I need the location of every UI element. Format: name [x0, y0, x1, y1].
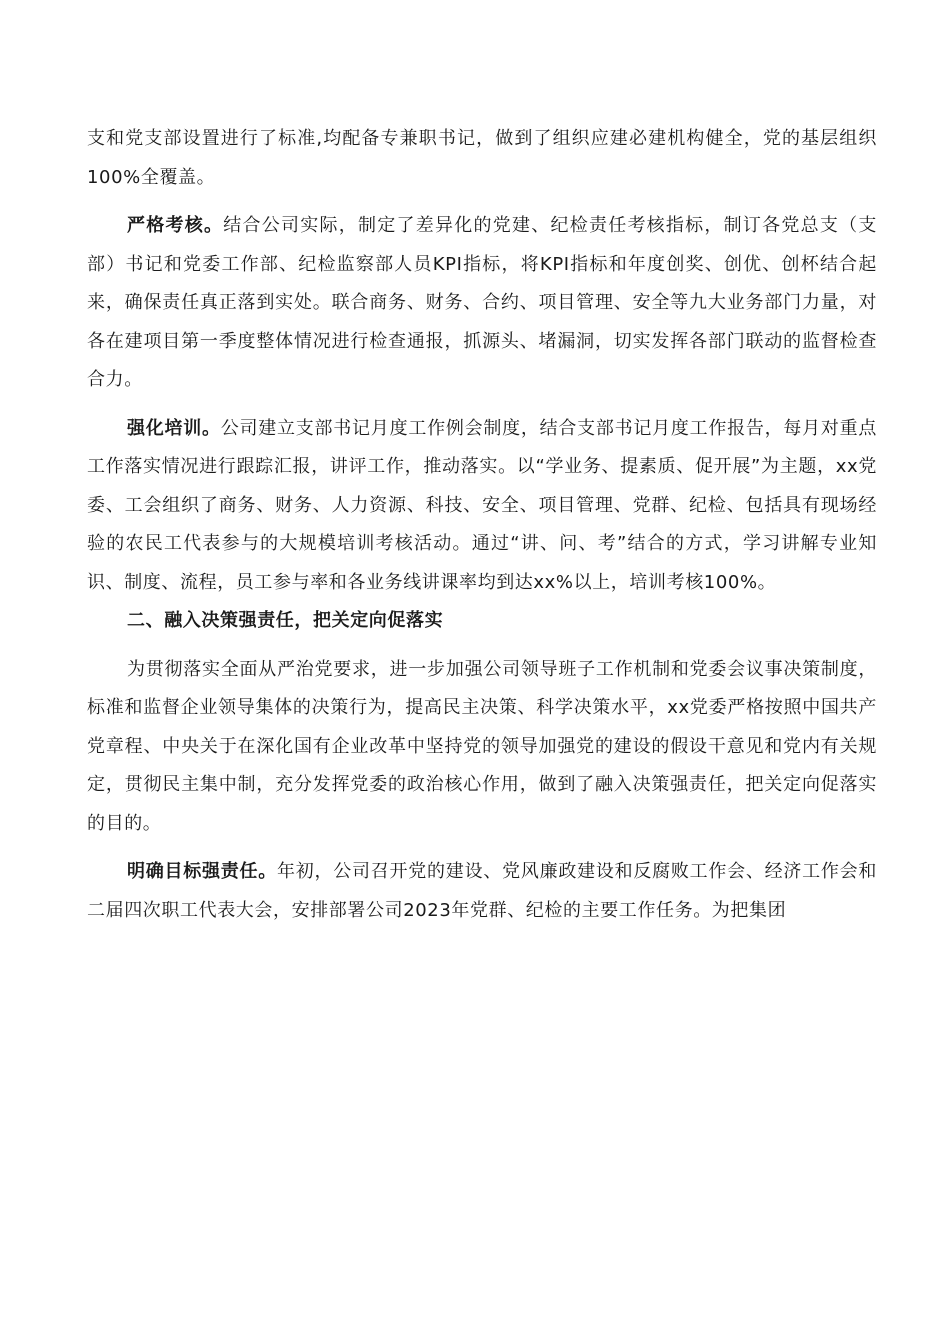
paragraph-strengthen-training — [87, 410, 877, 603]
paragraph-lead: 严格考核。 — [127, 215, 224, 236]
paragraph-text: 支和党支部设置进行了标准,均配备专兼职书记，做到了组织应建必建机构健全，党的基层组织100%全覆盖。 — [87, 128, 877, 188]
document-page — [87, 120, 877, 930]
paragraph-decision-making — [87, 651, 877, 844]
paragraph-text: 为贯彻落实全面从严治党要求，进一步加强公司领导班子工作机制和党委会议事决策制度，标准和监督企业领导集体的决策行为，提高民主决策、科学决策水平，xx党委严格按照中国共产党章程、中央关于在深化国有企业改革中坚持党的领导加强党的建设的假设干意见和党内有关规定，贯彻民主集中制，充分发挥党委的政治核心作用，做到了融入决策强责任，把关定向促落实的目的。 — [87, 658, 877, 834]
paragraph-clear-goals — [87, 853, 877, 930]
paragraph-text: 年初，公司召开党的建设、党风廉政建设和反腐败工作会、经济工作会和二届四次职工代表大会，安排部署公司2023年党群、纪检的主要工作任务。为把集团 — [87, 861, 877, 921]
paragraph-text: 公司建立支部书记月度工作例会制度，结合支部书记月度工作报告，每月对重点工作落实情况进行跟踪汇报，讲评工作，推动落实。以“学业务、提素质、促开展”为主题，xx党委、工会组织了商务、财务、人力资源、科技、安全、项目管理、党群、纪检、包括具有现场经验的农民工代表参与的大规模培训考核活动。通过“讲、问、考”结合的方式，学习讲解专业知识、制度、流程，员工参与率和各业务线讲课率均到达xx%以上，培训考核100%。 — [87, 417, 878, 593]
paragraph-lead: 明确目标强责任。 — [127, 861, 278, 882]
paragraph-lead: 强化培训。 — [127, 417, 221, 439]
section-heading: 二、融入决策强责任，把关定向促落实 — [127, 610, 444, 631]
paragraph-strict-assessment — [87, 207, 877, 400]
paragraph-org-coverage — [87, 120, 877, 197]
paragraph-text: 结合公司实际，制定了差异化的党建、纪检责任考核指标，制订各党总支（支部）书记和党委工作部、纪检监察部人员KPI指标，将KPI指标和年度创奖、创优、创杯结合起来，确保责任真正落到实处。联合商务、财务、合约、项目管理、安全等九大业务部门力量，对各在建项目第一季度整体情况进行检查通报，抓源头、堵漏洞，切实发挥各部门联动的监督检查合力。 — [87, 215, 878, 390]
